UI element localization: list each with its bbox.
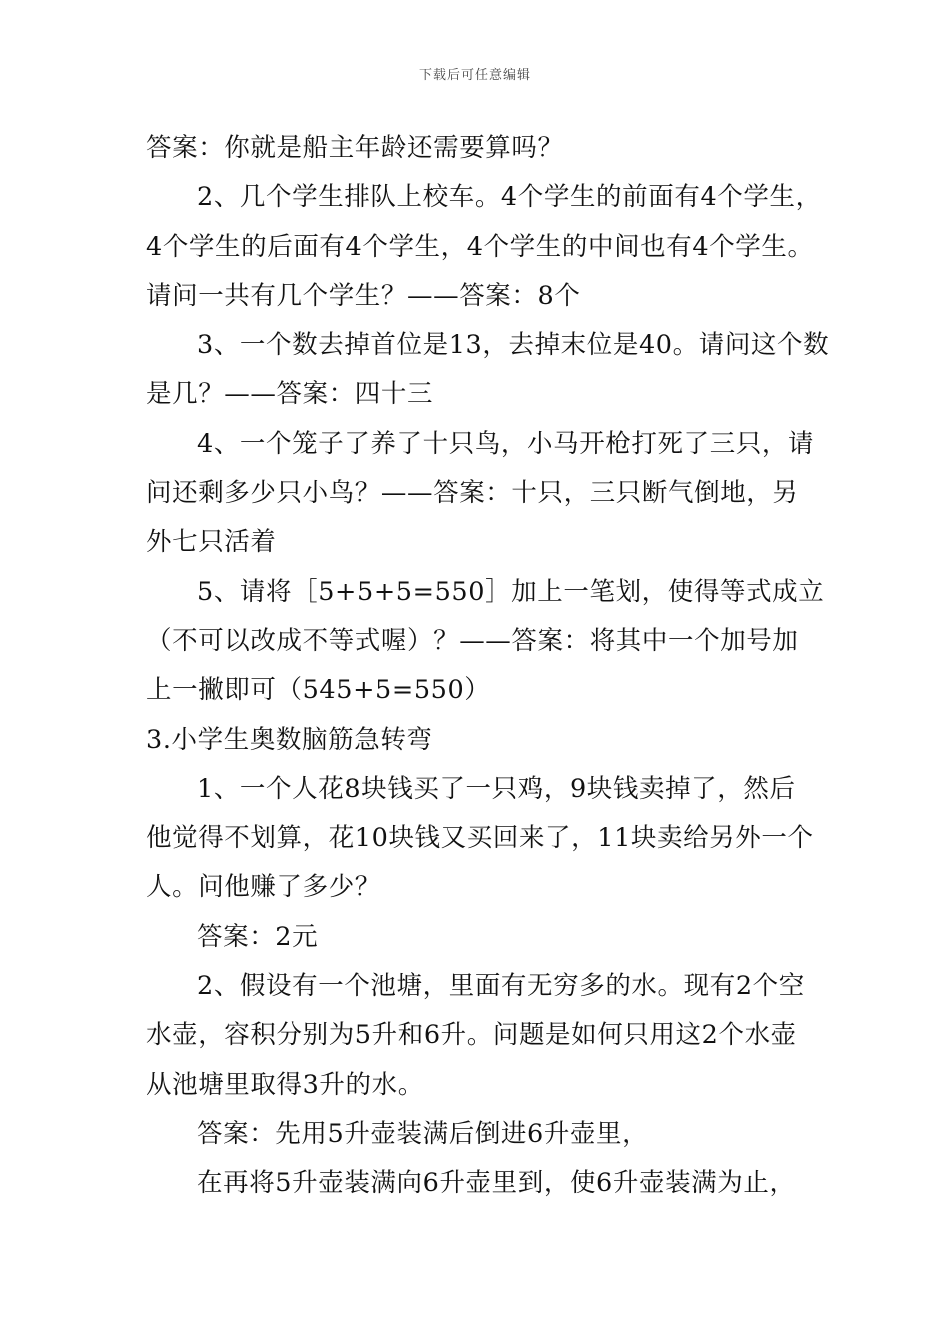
text-line: 水壶，容积分别为5升和6升。问题是如何只用这2个水壶 (146, 1020, 797, 1051)
text-line: 问还剩多少只小鸟？——答案：十只，三只断气倒地，另 (146, 478, 799, 509)
text-line: 是几？——答案：四十三 (146, 379, 434, 410)
text-line: 在再将5升壶装满向6升壶里到，使6升壶装满为止， (197, 1168, 796, 1199)
text-line: 从池塘里取得3升的水。 (146, 1069, 424, 1100)
text-line: 他觉得不划算，花10块钱又买回来了，11块卖给另外一个 (146, 823, 814, 854)
text-line: 答案：你就是船主年龄还需要算吗？ (146, 133, 564, 163)
page-header: 下载后可任意编辑 (418, 68, 531, 83)
text-line: 请问一共有几个学生？——答案：8个 (146, 280, 581, 311)
text-line: 1、一个人花8块钱买了一只鸡，9块钱卖掉了，然后 (197, 773, 796, 804)
section-heading: 3.小学生奥数脑筋急转弯 (146, 724, 433, 755)
text-line: 4个学生的后面有4个学生，4个学生的中间也有4个学生。 (146, 231, 814, 262)
text-line: 外七只活着 (146, 527, 277, 558)
text-line: 人。问他赚了多少？ (146, 872, 381, 903)
text-line: 3、一个数去掉首位是13，去掉末位是40。请问这个数 (197, 330, 830, 361)
text-line: 答案：2元 (197, 921, 319, 952)
text-line: 2、几个学生排队上校车。4个学生的前面有4个学生， (197, 182, 822, 213)
document-body (146, 124, 836, 1209)
text-line: （不可以改成不等式喔）？——答案：将其中一个加号加 (146, 625, 799, 656)
text-line: 上一撇即可（545+5=550） (146, 675, 491, 706)
text-line: 5、请将［5+5+5=550］加上一笔划，使得等式成立 (197, 576, 825, 607)
text-line: 2、假设有一个池塘，里面有无穷多的水。现有2个空 (197, 971, 805, 1002)
text-line: 4、一个笼子了养了十只鸟，小马开枪打死了三只，请 (197, 428, 815, 459)
text-line: 答案：先用5升壶装满后倒进6升壶里， (197, 1118, 649, 1149)
